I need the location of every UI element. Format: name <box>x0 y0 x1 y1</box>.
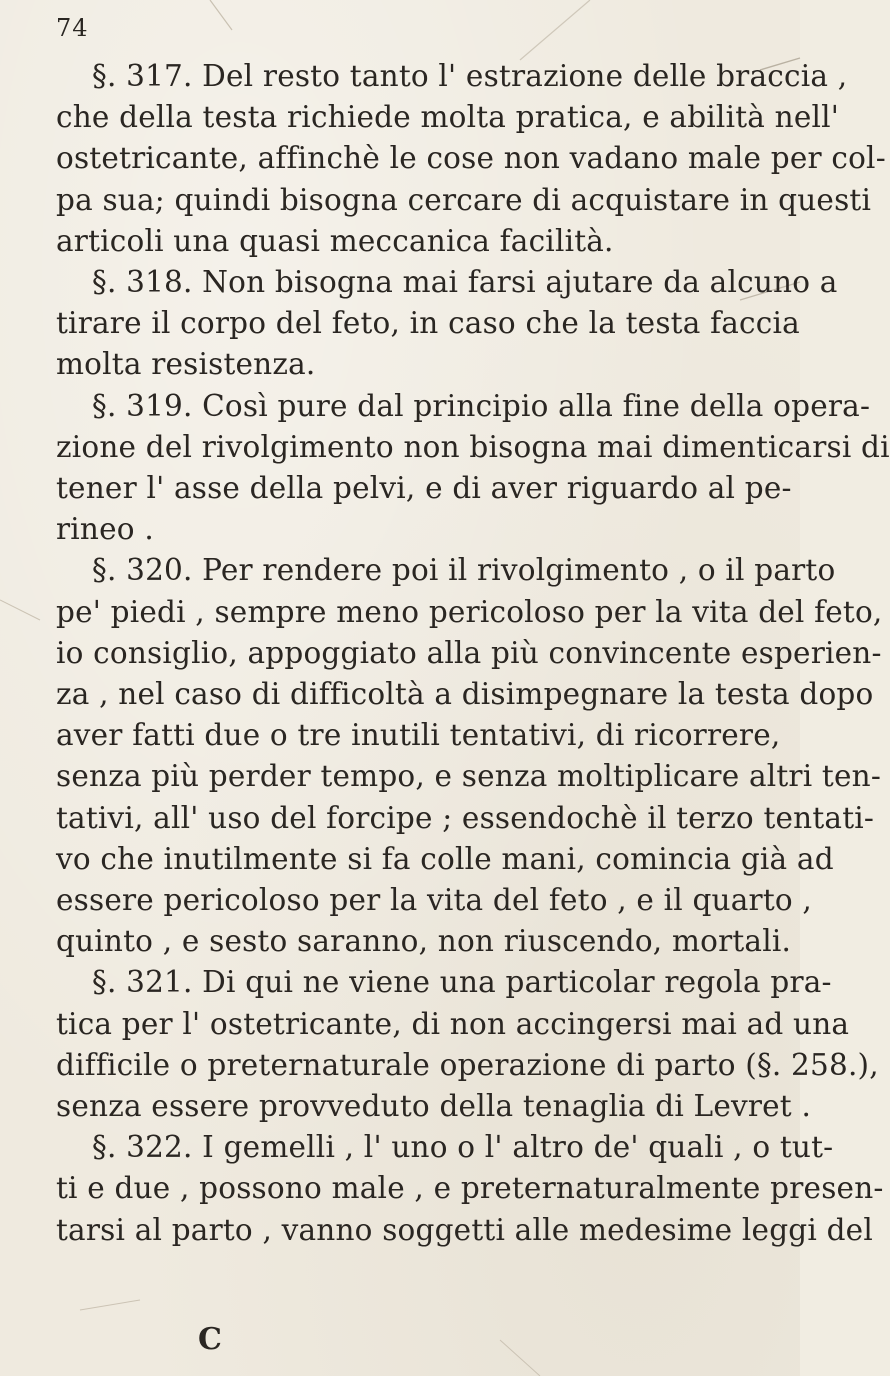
text-line: §. 322. I gemelli , l' uno o l' altro de' quali , o tut- <box>92 1130 834 1165</box>
text-line: zione del rivolgimento non bisogna mai dimenticarsi di <box>56 429 890 464</box>
text-line: rineo . <box>56 512 154 547</box>
text-line: articoli una quasi meccanica facilità. <box>56 223 614 258</box>
text-line: difficile o preternaturale operazione di parto (§. 258.), <box>56 1047 879 1082</box>
text-line: senza più perder tempo, e senza moltiplicare altri ten- <box>56 759 882 794</box>
text-line: tica per l' ostetricante, di non accingersi mai ad una <box>56 1006 850 1041</box>
text-line: aver fatti due o tre inutili tentativi, di ricorrere, <box>56 718 781 753</box>
text-line: essere pericoloso per la vita del feto , e il quarto , <box>56 883 813 917</box>
text-line: ti e due , possono male , e preternaturalmente presen- <box>56 1171 884 1206</box>
text-line: tativi, all' uso del forcipe ; essendochè il terzo tentati- <box>56 800 875 835</box>
text-line: §. 317. Del resto tanto l' estrazione delle braccia , <box>92 59 848 93</box>
text-line: §. 321. Di qui ne viene una particolar regola pra- <box>92 965 832 1000</box>
text-line: vo che inutilmente si fa colle mani, comincia già ad <box>56 841 834 876</box>
text-line: io consiglio, appoggiato alla più convincente esperien- <box>56 635 882 670</box>
text-line: ostetricante, affinchè le cose non vadano male per col- <box>56 141 886 176</box>
text-line: pa sua; quindi bisogna cercare di acquistare in questi <box>56 182 872 217</box>
text-line: §. 319. Così pure dal principio alla fine della opera- <box>92 388 871 423</box>
text-line: tarsi al parto , vanno soggetti alle medesime leggi del <box>56 1212 873 1247</box>
text-line: quinto , e sesto saranno, non riuscendo, mortali. <box>56 924 792 959</box>
text-line: §. 318. Non bisogna mai farsi ajutare da alcuno a <box>92 265 838 299</box>
text-line: tirare il corpo del feto, in caso che la testa faccia <box>56 306 800 341</box>
text-line: za , nel caso di difficoltà a disimpegnare la testa dopo <box>56 677 874 711</box>
page-number: 74 <box>56 14 89 42</box>
text-line: tener l' asse della pelvi, e di aver riguardo al pe- <box>56 471 792 505</box>
text-line: senza essere provveduto della tenaglia di Levret . <box>56 1089 812 1123</box>
text-line: che della testa richiede molta pratica, e abilità nell' <box>56 100 840 135</box>
signature-mark: C <box>198 1322 222 1357</box>
text-line: §. 320. Per rendere poi il rivolgimento , o il parto <box>92 553 836 588</box>
text-line: pe' piedi , sempre meno pericoloso per la vita del feto, <box>56 594 883 629</box>
text-line: molta resistenza. <box>56 347 316 382</box>
